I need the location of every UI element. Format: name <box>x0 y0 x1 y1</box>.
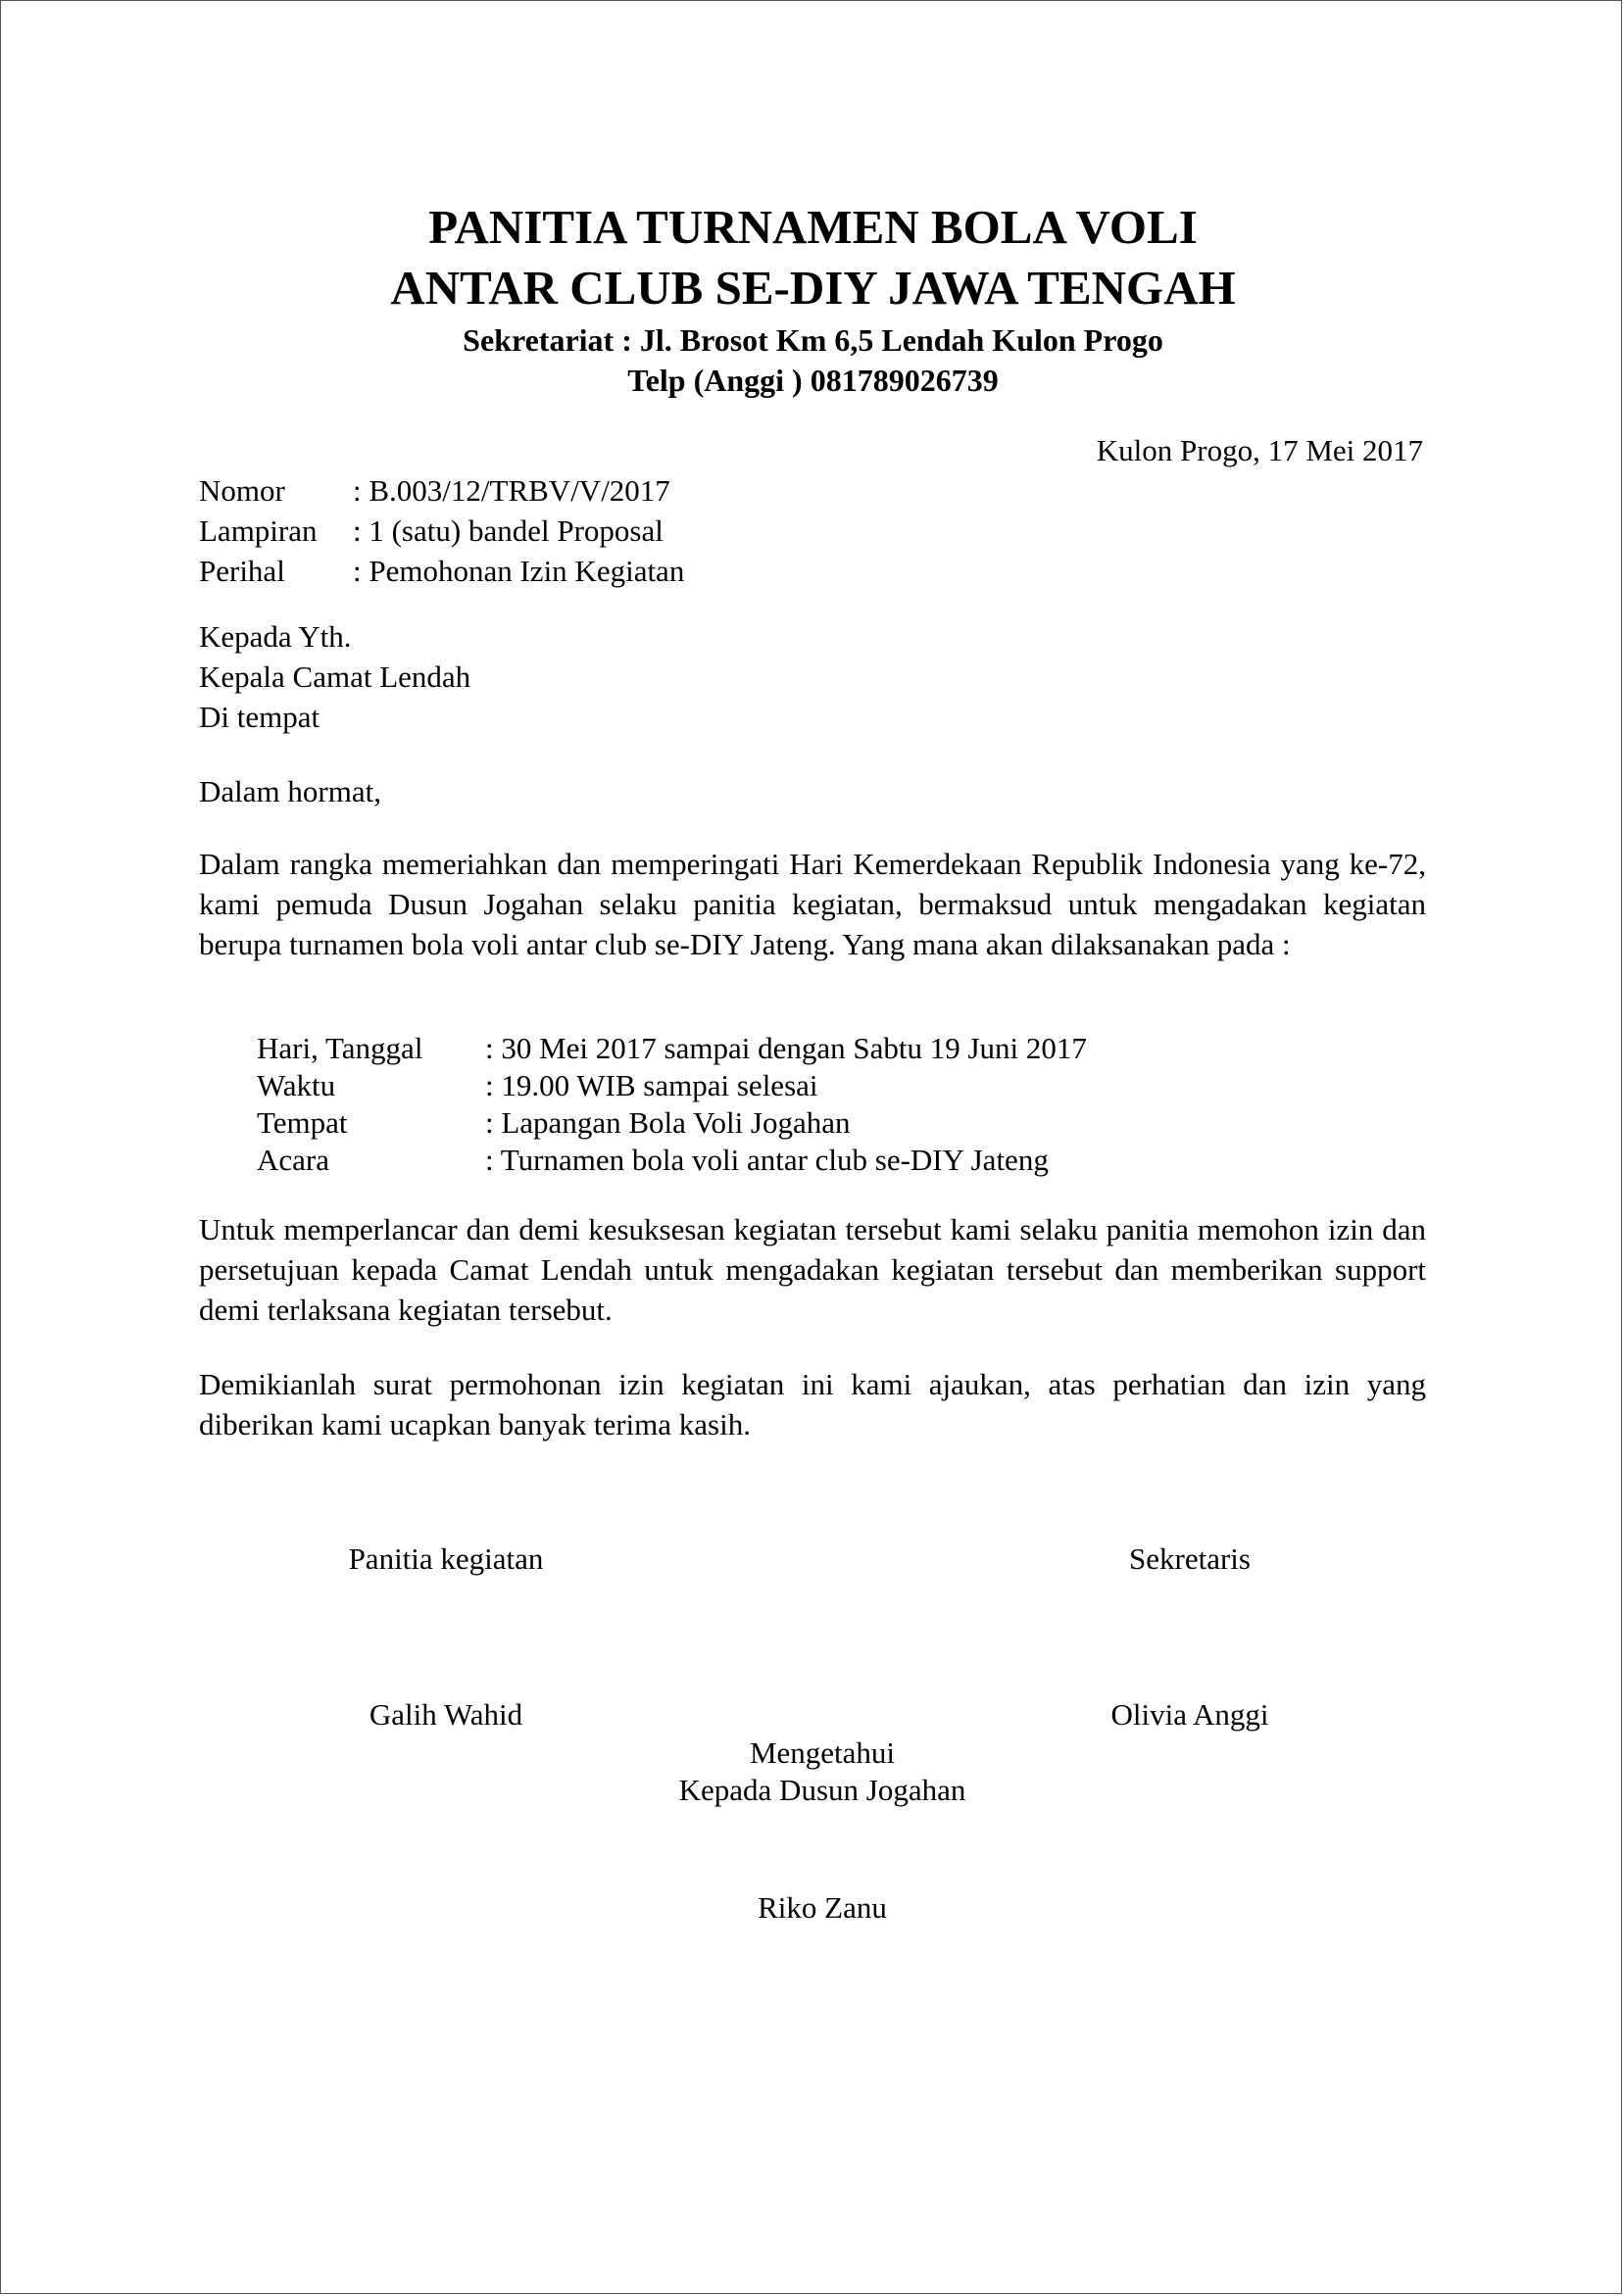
detail-value-place: : Lapangan Bola Voli Jogahan <box>485 1105 851 1140</box>
detail-label-place: Tempat <box>257 1105 348 1140</box>
detail-value-event: : Turnamen bola voli antar club se-DIY Jateng <box>485 1143 1049 1177</box>
paragraph-intro: Dalam rangka memeriahkan dan memperingati Hari Kemerdekaan Republik Indonesia yang ke-72, kami pemuda Dusun Jogahan selaku panitia kegiatan, bermaksud untuk mengadakan kegiatan berupa turnamen bola voli antar club se-DIY Jateng. Yang mana akan dilaksanakan pada : <box>199 847 1426 961</box>
signature-left-role: Panitia kegiatan <box>348 1541 544 1576</box>
detail-value-date: : 30 Mei 2017 sampai dengan Sabtu 19 Juni 2017 <box>485 1031 1087 1065</box>
greeting: Dalam hormat, <box>199 774 381 808</box>
signature-center-line2: Kepada Dusun Jogahan <box>678 1773 966 1807</box>
signature-center-name: Riko Zanu <box>758 1890 887 1925</box>
meta-label-nomor: Nomor <box>199 473 285 508</box>
letterhead-title-line2: ANTAR CLUB SE-DIY JAWA TENGAH <box>390 261 1236 315</box>
meta-value-lampiran: : 1 (satu) bandel Proposal <box>353 513 664 548</box>
letterhead-title-line1: PANITIA TURNAMEN BOLA VOLI <box>428 200 1198 254</box>
recipient-line1: Kepada Yth. <box>199 619 352 654</box>
signature-left-name: Galih Wahid <box>369 1697 523 1732</box>
detail-label-date: Hari, Tanggal <box>257 1031 423 1065</box>
meta-label-lampiran: Lampiran <box>199 513 318 548</box>
paragraph-request: Untuk memperlancar dan demi kesuksesan kegiatan tersebut kami selaku panitia memohon izin dan persetujuan kepada Camat Lendah untuk mengadakan kegiatan tersebut dan memberikan support demi terlaksana kegiatan tersebut. <box>199 1212 1426 1327</box>
letterhead-address: Sekretariat : Jl. Brosot Km 6,5 Lendah Kulon Progo <box>463 322 1163 358</box>
detail-label-time: Waktu <box>257 1068 336 1102</box>
paragraph-closing: Demikianlah surat permohonan izin kegiatan ini kami ajaukan, atas perhatian dan izin yang diberikan kami ucapkan banyak terima kasih. <box>199 1367 1426 1441</box>
detail-value-time: : 19.00 WIB sampai selesai <box>485 1068 818 1102</box>
letterhead-phone: Telp (Anggi ) 081789026739 <box>627 363 999 398</box>
meta-label-perihal: Perihal <box>199 554 285 588</box>
letter-date: Kulon Progo, 17 Mei 2017 <box>1096 433 1423 467</box>
detail-label-event: Acara <box>257 1143 329 1177</box>
meta-value-nomor: : B.003/12/TRBV/V/2017 <box>353 473 670 508</box>
signature-right-role: Sekretaris <box>1129 1541 1251 1576</box>
recipient-line3: Di tempat <box>199 700 320 734</box>
meta-value-perihal: : Pemohonan Izin Kegiatan <box>353 554 685 588</box>
recipient-line2: Kepala Camat Lendah <box>199 659 471 694</box>
signature-right-name: Olivia Anggi <box>1110 1697 1269 1732</box>
signature-center-line1: Mengetahui <box>749 1735 896 1770</box>
